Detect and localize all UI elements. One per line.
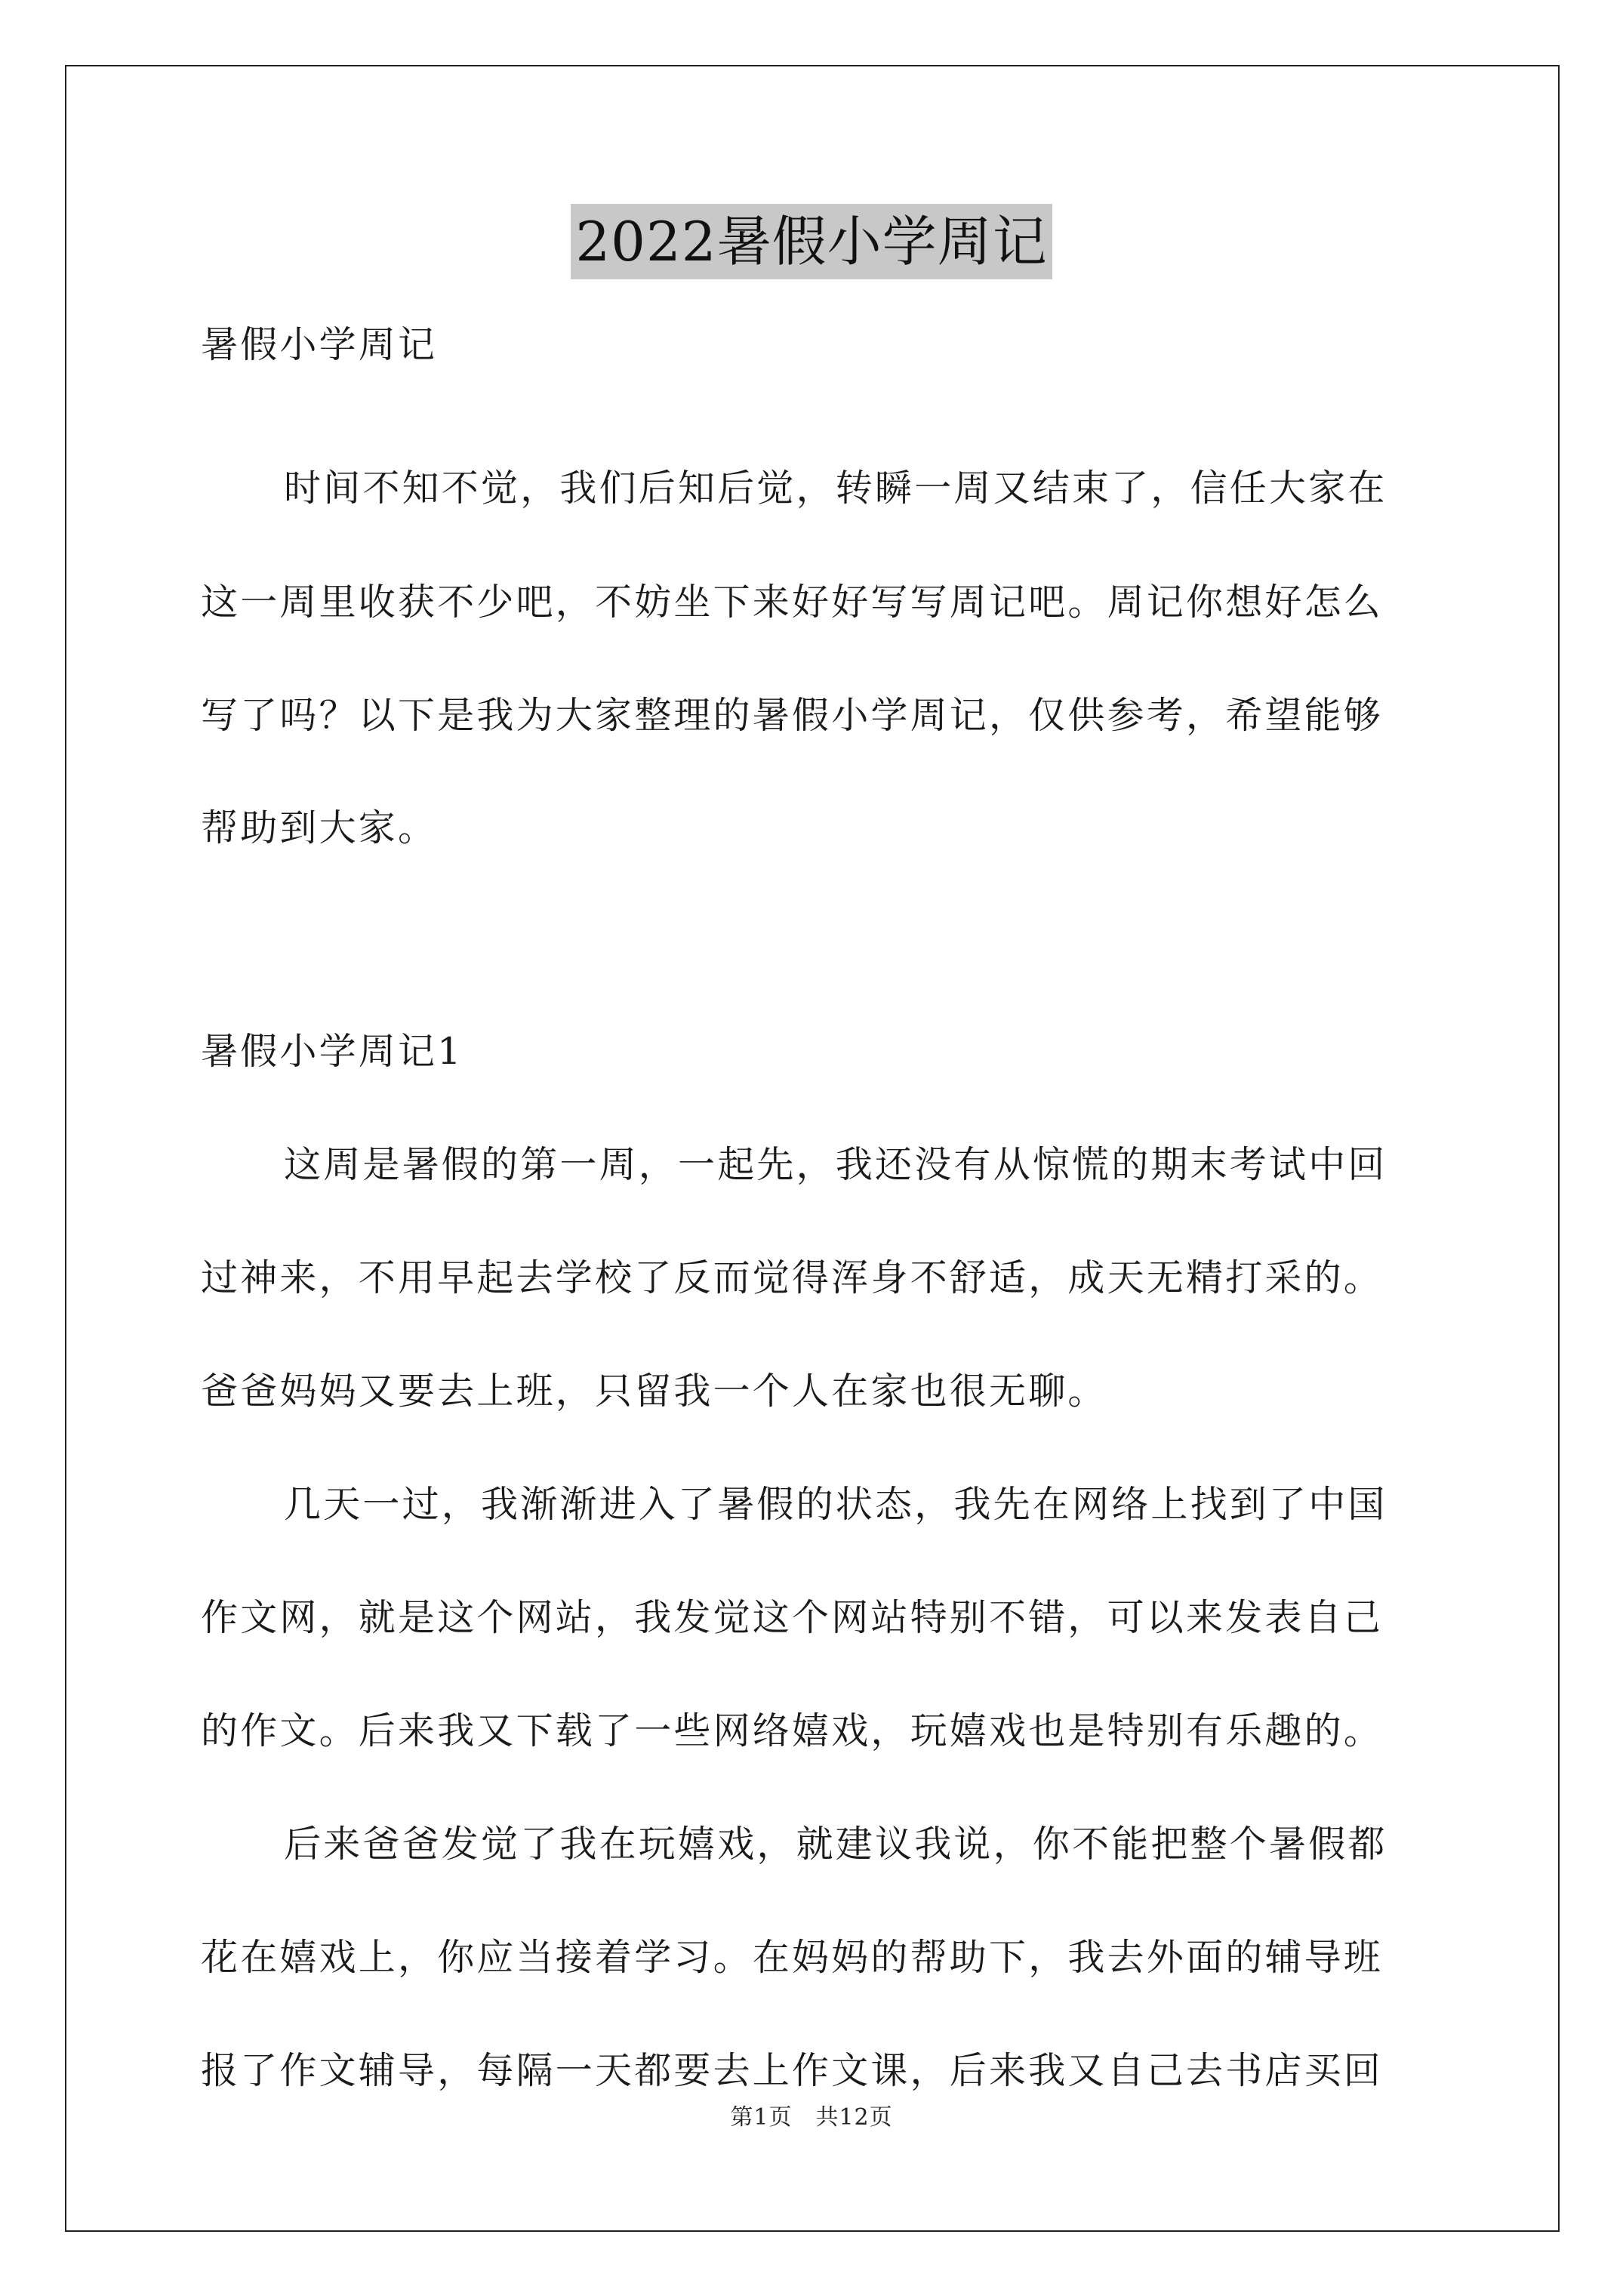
paragraph-line: 后来爸爸发觉了我在玩嬉戏，就建议我说，你不能把整个暑假都 [284,1823,1387,1866]
paragraph-line: 报了作文辅导，每隔一天都要去上作文课，后来我又自己去书店买回 [201,2049,1384,2092]
page-footer: 第1页 共12页 [730,2104,893,2131]
paragraph-line: 这周是暑假的第一周，一起先，我还没有从惊慌的期末考试中回 [284,1143,1387,1186]
intro-line: 帮助到大家。 [201,806,438,849]
title-container [0,204,1623,279]
paragraph-line: 的作文。后来我又下载了一些网络嬉戏，玩嬉戏也是特别有乐趣的。 [201,1709,1384,1752]
paragraph-line: 几天一过，我渐渐进入了暑假的状态，我先在网络上找到了中国 [284,1483,1387,1526]
document-title: 2022暑假小学周记 [571,204,1052,279]
section-heading: 暑假小学周记1 [201,1030,463,1073]
paragraph-line: 作文网，就是这个网站，我发觉这个网站特别不错，可以来发表自己 [201,1596,1384,1639]
paragraph-line: 花在嬉戏上，你应当接着学习。在妈妈的帮助下，我去外面的辅导班 [201,1936,1384,1979]
subtitle: 暑假小学周记 [201,323,438,366]
paragraph-line: 爸爸妈妈又要去上班，只留我一个人在家也很无聊。 [201,1370,1107,1413]
intro-line: 写了吗？以下是我为大家整理的暑假小学周记，仅供参考，希望能够 [201,694,1384,737]
intro-line: 时间不知不觉，我们后知后觉，转瞬一周又结束了，信任大家在 [284,467,1387,510]
intro-line: 这一周里收获不少吧，不妨坐下来好好写写周记吧。周记你想好怎么 [201,581,1384,624]
paragraph-line: 过神来，不用早起去学校了反而觉得浑身不舒适，成天无精打采的。 [201,1256,1384,1299]
